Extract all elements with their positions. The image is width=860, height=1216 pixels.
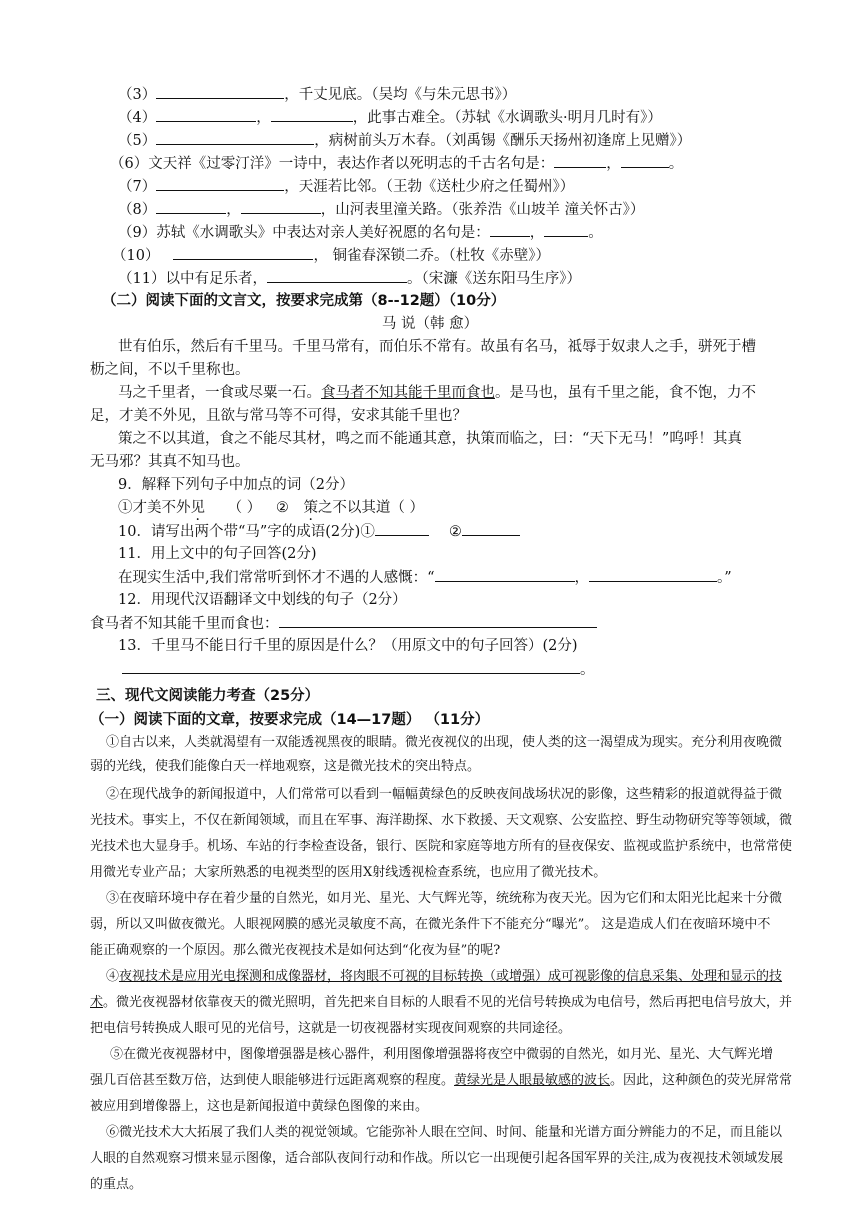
poetry-q10 <box>112 245 550 266</box>
question-11: 11．用上文中的句子回答(2分) <box>118 546 317 562</box>
article-paragraph: 无马邪？其真不知马也。 <box>90 454 250 470</box>
question-text: ，山河表里潼关路。（张养浩《山坡羊 潼关怀古》） <box>320 202 645 218</box>
section-title: 三、现代文阅读能力考查（25分） <box>96 688 320 704</box>
question-text: ，天涯若比邻。（王勃《送杜少府之任蜀州》） <box>284 179 575 195</box>
question-number: （3） <box>118 87 157 103</box>
underlined-sentence: 术 <box>90 995 104 1010</box>
underlined-sentence: 黄绿光是人眼最敏感的波长 <box>454 1073 611 1088</box>
modern-paragraph: 弱，所以又叫做夜微光。人眼视网膜的感光灵敏度不高，在微光条件下不能充分“曝光”。 这是造成人们在夜暗环境中不 <box>90 917 771 932</box>
subsection-header: （一）阅读下面的文章，按要求完成（14—17题） （11分） <box>90 712 490 728</box>
question-text: ，病树前头万木春。（刘禹锡《酬乐天扬州初逢席上见赠》） <box>314 133 692 149</box>
answer-blank[interactable] <box>554 153 606 168</box>
modern-paragraph: 光技术。事实上，不仅在新闻领域，而且在军事、海洋勘探、水下救援、天文观察、公安监控、野生动物研究等等领域，微 <box>90 813 793 828</box>
answer-blank[interactable] <box>173 245 313 260</box>
answer-blank[interactable] <box>490 222 530 237</box>
answer-blank[interactable] <box>156 84 284 99</box>
section-header: （二）阅读下面的文言文，按要求完成第（8--12题）（10分） <box>102 293 506 309</box>
answer-blank[interactable] <box>544 222 588 237</box>
question-13: 13．千里马不能日行千里的原因是什么？（用原文中的句子回答）(2分) <box>118 638 578 654</box>
question-number: （4） <box>118 110 157 126</box>
poetry-q11 <box>118 268 581 289</box>
question-9-items: ①才美不外见 （ ） ② 策之不以其道（ ） <box>118 500 425 516</box>
question-text: （9）苏轼《水调歌头》中表达对亲人美好祝愿的名句是： <box>118 225 490 241</box>
question-text: （6）文天祥《过零汀洋》一诗中，表达作者以死明志的千古名句是： <box>110 156 555 172</box>
question-13-answer: 。 <box>122 659 595 680</box>
answer-blank[interactable] <box>156 130 314 145</box>
question-text: ，千丈见底。（吴均《与朱元思书》） <box>284 87 517 103</box>
answer-paren[interactable]: 之不以其道（ ） <box>317 500 425 516</box>
answer-blank[interactable] <box>156 199 226 214</box>
dotted-word: 策 <box>303 500 318 516</box>
question-number: （8） <box>118 202 157 218</box>
modern-paragraph: ②在现代战争的新闻报道中，人们常常可以看到一幅幅黄绿色的反映夜间战场状况的影像，这些精彩的报道就得益于微 <box>106 787 783 802</box>
answer-blank[interactable] <box>621 153 669 168</box>
answer-blank[interactable] <box>156 176 284 191</box>
modern-paragraph: ④夜视技术是应用光电探测和成像器材，将肉眼不可视的目标转换（或增强）成可视影像的信息采集、处理和显示的技 <box>106 969 783 984</box>
modern-paragraph: 强几百倍甚至数万倍，达到使人眼能够进行远距离观察的程度。黄绿光是人眼最敏感的波长。因此，这种颜色的荧光屏常常 <box>90 1073 793 1088</box>
modern-paragraph: ⑤在微光夜视器材中，图像增强器是核心器件，利用图像增强器将夜空中微弱的自然光，如月光、星光、大气辉光增 <box>110 1047 774 1062</box>
modern-paragraph: 光技术也大显身手。机场、车站的行李检查设备，银行、医院和家庭等地方所有的昼夜保安、监视或监护系统中，也常常使 <box>90 839 793 854</box>
article-title: 马 说（韩 愈） <box>381 316 479 332</box>
question-text: ， 铜雀春深锁二乔。（杜牧《赤壁》） <box>313 248 551 264</box>
answer-blank[interactable] <box>267 268 407 283</box>
poetry-q5 <box>118 130 691 151</box>
modern-paragraph: 用微光专业产品；大家所熟悉的电视类型的医用X射线透视检查系统，也应用了微光技术。 <box>90 865 607 880</box>
article-paragraph: 枥之间，不以千里称也。 <box>90 362 250 378</box>
poetry-q9: （9）苏轼《水调歌头》中表达对亲人美好祝愿的名句是： ， 。 <box>118 222 603 243</box>
answer-blank[interactable] <box>241 199 321 214</box>
modern-paragraph: 的重点。 <box>90 1177 143 1192</box>
modern-paragraph: 把电信号转换成人眼可见的光信号，这就是一切夜视器材实现夜间观察的共同途径。 <box>90 1021 572 1036</box>
question-text: 。（宋濂《送东阳马生序》） <box>406 271 581 287</box>
poetry-q8: （8） ， ，山河表里潼关路。（张养浩《山坡羊 潼关怀古》） <box>118 199 644 220</box>
answer-blank[interactable] <box>375 521 429 536</box>
modern-paragraph: 能正确观察的一个原因。那么微光夜视技术是如何达到“化夜为昼”的呢? <box>90 943 501 958</box>
underlined-sentence: 食马者不知其能千里而食也 <box>321 385 495 401</box>
poetry-q3 <box>118 84 516 105</box>
dotted-word: 见 <box>190 500 205 516</box>
modern-paragraph: 术。微光夜视器材依靠夜天的微光照明，首先把来自目标的人眼看不见的光信号转换成为电信号，然后再把电信号放大，并 <box>90 995 793 1010</box>
question-12: 12．用现代汉语翻译文中划线的句子（2分） <box>118 592 407 608</box>
modern-paragraph: ⑥微光技术大大拓展了我们人类的视觉领域。它能弥补人眼在空间、时间、能量和光谱方面分辨能力的不足，而且能以 <box>106 1125 783 1140</box>
poetry-q7 <box>118 176 574 197</box>
question-12-answer: 食马者不知其能千里而食也： <box>90 613 597 634</box>
question-11-prompt: 在现实生活中,我们常常听到怀才不遇的人感慨：“ ， 。” <box>118 567 732 588</box>
question-number: （7） <box>118 179 157 195</box>
modern-paragraph: 弱的光线，使我们能像白天一样地观察，这是微光技术的突出特点。 <box>90 759 481 774</box>
question-10: 10．请写出两个带“马”字的成语(2分)① ② <box>118 521 520 542</box>
answer-blank[interactable] <box>435 567 575 582</box>
underlined-sentence: 夜视技术是应用光电探测和成像器材，将肉眼不可视的目标转换（或增强）成可视影像的信息采集、处理和显示的技 <box>119 969 783 984</box>
modern-paragraph: 人眼的自然观察习惯来显示图像，适合部队夜间行动和作战。所以它一出现便引起各国军界的关注,成为夜视技术领域发展 <box>90 1151 784 1166</box>
answer-paren[interactable]: （ ） <box>227 500 262 516</box>
article-paragraph: 策之不以其道，食之不能尽其材，鸣之而不能通其意，执策而临之，曰：“天下无马！”呜呼！其真 <box>118 431 742 447</box>
question-9: 9．解释下列句子中加点的词（2分） <box>118 477 354 493</box>
answer-blank[interactable] <box>279 613 597 628</box>
answer-blank[interactable] <box>462 521 520 536</box>
article-paragraph: 世有伯乐，然后有千里马。千里马常有，而伯乐不常有。故虽有名马，祗辱于奴隶人之手，骈死于槽 <box>118 339 756 355</box>
modern-paragraph: ①自古以来，人类就渴望有一双能透视黑夜的眼睛。微光夜视仪的出现，使人类的这一渴望成为现实。充分利用夜晚微 <box>106 735 783 750</box>
answer-blank[interactable] <box>122 659 580 674</box>
question-number: （10） <box>112 248 160 264</box>
answer-blank[interactable] <box>271 107 353 122</box>
question-text: （11）以中有足乐者， <box>118 271 267 287</box>
article-paragraph: 马之千里者，一食或尽粟一石。食马者不知其能千里而食也。是马也，虽有千里之能，食不饱，力不 <box>118 385 756 401</box>
answer-blank[interactable] <box>156 107 256 122</box>
poetry-q4: （4） ， ，此事古难全。（苏轼《水调歌头·明月几时有》） <box>118 107 662 128</box>
modern-paragraph: 被应用到增像器上，这也是新闻报道中黄绿色图像的来由。 <box>90 1099 429 1114</box>
question-number: （5） <box>118 133 157 149</box>
poetry-q6: （6）文天祥《过零汀洋》一诗中，表达作者以死明志的千古名句是： ， 。 <box>110 153 683 174</box>
answer-blank[interactable] <box>589 567 717 582</box>
article-paragraph: 足，才美不外见，且欲与常马等不可得，安求其能千里也？ <box>90 408 467 424</box>
modern-paragraph: ③在夜暗环境中存在着少量的自然光，如月光、星光、大气辉光等，统统称为夜天光。因为它们和太阳光比起来十分微 <box>106 891 783 906</box>
question-text: ，此事古难全。（苏轼《水调歌头·明月几时有》） <box>352 110 662 126</box>
